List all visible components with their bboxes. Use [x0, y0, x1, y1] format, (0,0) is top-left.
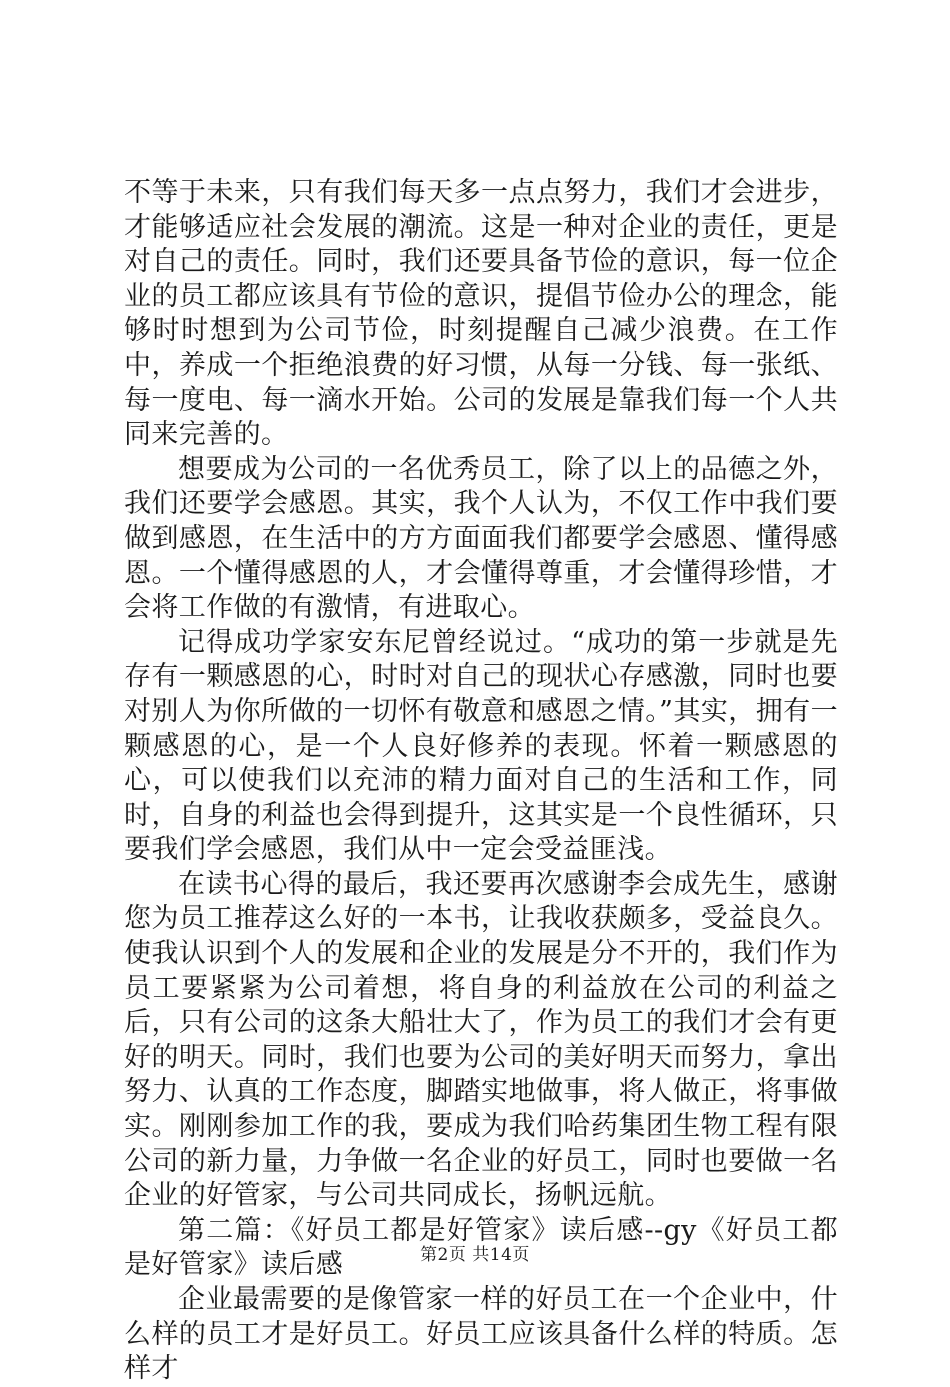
- paragraph-5: 企业最需要的是像管家一样的好员工在一个企业中，什么样的员工才是好员工。好员工应该具备什么样的特质。怎样才: [124, 1284, 838, 1385]
- paragraph-1: 不等于未来，只有我们每天多一点点努力，我们才会进步，才能够适应社会发展的潮流。这是一种对企业的责任，更是对自己的责任。同时，我们还要具备节俭的意识，每一位企业的员工都应该具有节俭的意识，提倡节俭办公的理念，能够时时想到为公司节俭，时刻提醒自己减少浪费。在工作中，养成一个拒绝浪费的好习惯，从每一分钱、每一张纸、每一度电、每一滴水开始。公司的发展是靠我们每一个人共同来完善的。: [124, 177, 838, 451]
- document-body: [124, 176, 838, 1387]
- section-heading: 第二篇：《好员工都是好管家》读后感--gy《好员工都是好管家》读后感: [124, 1214, 838, 1281]
- paragraph-2: 想要成为公司的一名优秀员工，除了以上的品德之外，我们还要学会感恩。其实，我个人认为，不仅工作中我们要做到感恩，在生活中的方方面面我们都要学会感恩、懂得感恩。一个懂得感恩的人，才会懂得尊重，才会懂得珍惜，才会将工作做的有激情，有进取心。: [124, 453, 838, 624]
- page-number-footer: 第2页 共14页: [420, 1245, 530, 1265]
- paragraph-3: 记得成功学家安东尼曾经说过。“成功的第一步就是先存有一颗感恩的心，时时对自己的现状心存感激，同时也要对别人为你所做的一切怀有敬意和感恩之情。”其实，拥有一颗感恩的心，是一个人良好修养的表现。怀着一颗感恩的心，可以使我们以充沛的精力面对自己的生活和工作，同时，自身的利益也会得到提升，这其实是一个良性循环，只要我们学会感恩，我们从中一定会受益匪浅。: [124, 626, 838, 866]
- paragraph-4: 在读书心得的最后，我还要再次感谢李会成先生，感谢您为员工推荐这么好的一本书，让我收获颇多，受益良久。使我认识到个人的发展和企业的发展是分不开的，我们作为员工要紧紧为公司着想，将自身的利益放在公司的利益之后，只有公司的这条大船壮大了，作为员工的我们才会有更好的明天。同时，我们也要为公司的美好明天而努力，拿出努力、认真的工作态度，脚踏实地做事，将人做正，将事做实。刚刚参加工作的我，要成为我们哈药集团生物工程有限公司的新力量，力争做一名企业的好员工，同时也要做一名企业的好管家，与公司共同成长，扬帆远航。: [124, 868, 838, 1212]
